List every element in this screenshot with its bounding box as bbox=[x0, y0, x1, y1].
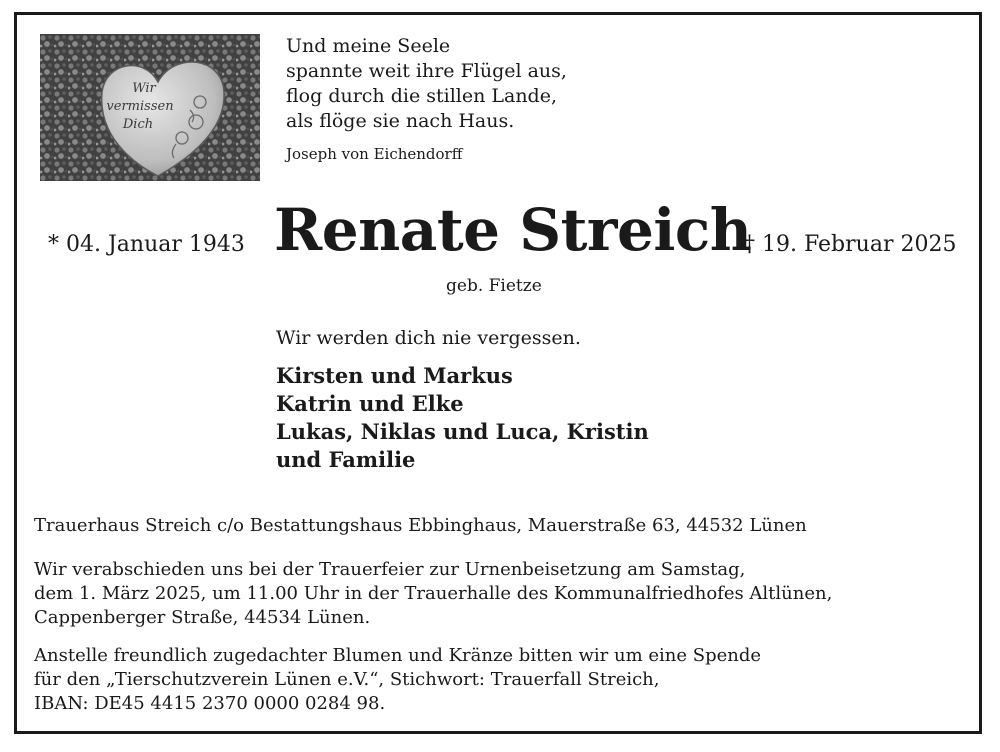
address-line: Trauerhaus Streich c/o Bestattungshaus Ebbinghaus, Mauerstraße 63, 44532 Lünen bbox=[34, 515, 807, 536]
donation-line-3: IBAN: DE45 4415 2370 0000 0284 98. bbox=[34, 693, 386, 714]
ceremony-details bbox=[34, 558, 964, 630]
deceased-name: Renate Streich bbox=[274, 196, 752, 264]
ceremony-line-2: dem 1. März 2025, um 11.00 Uhr in der Trauerhalle des Kommunalfriedhofes Altlünen, bbox=[34, 583, 833, 604]
poem-line-1: Und meine Seele bbox=[286, 35, 451, 57]
mourner-line-3: Lukas, Niklas und Luca, Kristin bbox=[276, 419, 649, 444]
heart-text-line-1: Wir bbox=[132, 81, 156, 96]
heart-text-line-2: vermissen bbox=[106, 99, 174, 114]
mourner-line-2: Katrin und Elke bbox=[276, 391, 464, 416]
poem-block bbox=[286, 34, 706, 164]
ceremony-line-1: Wir verabschieden uns bei der Trauerfeier zur Urnenbeisetzung am Samstag, bbox=[34, 559, 746, 580]
poem-author: Joseph von Eichendorff bbox=[286, 145, 463, 163]
poem-line-2: spannte weit ihre Flügel aus, bbox=[286, 60, 567, 82]
mourners-list bbox=[276, 362, 649, 474]
poem-line-4: als flöge sie nach Haus. bbox=[286, 110, 515, 132]
heart-text-line-3: Dich bbox=[122, 117, 154, 132]
ceremony-line-3: Cappenberger Straße, 44534 Lünen. bbox=[34, 607, 371, 628]
maiden-name: geb. Fietze bbox=[446, 276, 542, 296]
heart-stone-photo bbox=[40, 34, 260, 181]
farewell-message: Wir werden dich nie vergessen. bbox=[276, 327, 581, 349]
death-date: † 19. Februar 2025 bbox=[744, 232, 957, 257]
mourning-house-address bbox=[34, 514, 964, 538]
donation-line-1: Anstelle freundlich zugedachter Blumen und Kränze bitten wir um eine Spende bbox=[34, 645, 762, 666]
mourner-line-4: und Familie bbox=[276, 447, 416, 472]
birth-date: * 04. Januar 1943 bbox=[48, 232, 245, 257]
donation-line-2: für den „Tierschutzverein Lünen e.V.“, Stichwort: Trauerfall Streich, bbox=[34, 669, 660, 690]
poem-line-3: flog durch die stillen Lande, bbox=[286, 85, 558, 107]
mourner-line-1: Kirsten und Markus bbox=[276, 363, 513, 388]
heart-stone-image bbox=[40, 34, 260, 181]
donation-request bbox=[34, 644, 964, 716]
